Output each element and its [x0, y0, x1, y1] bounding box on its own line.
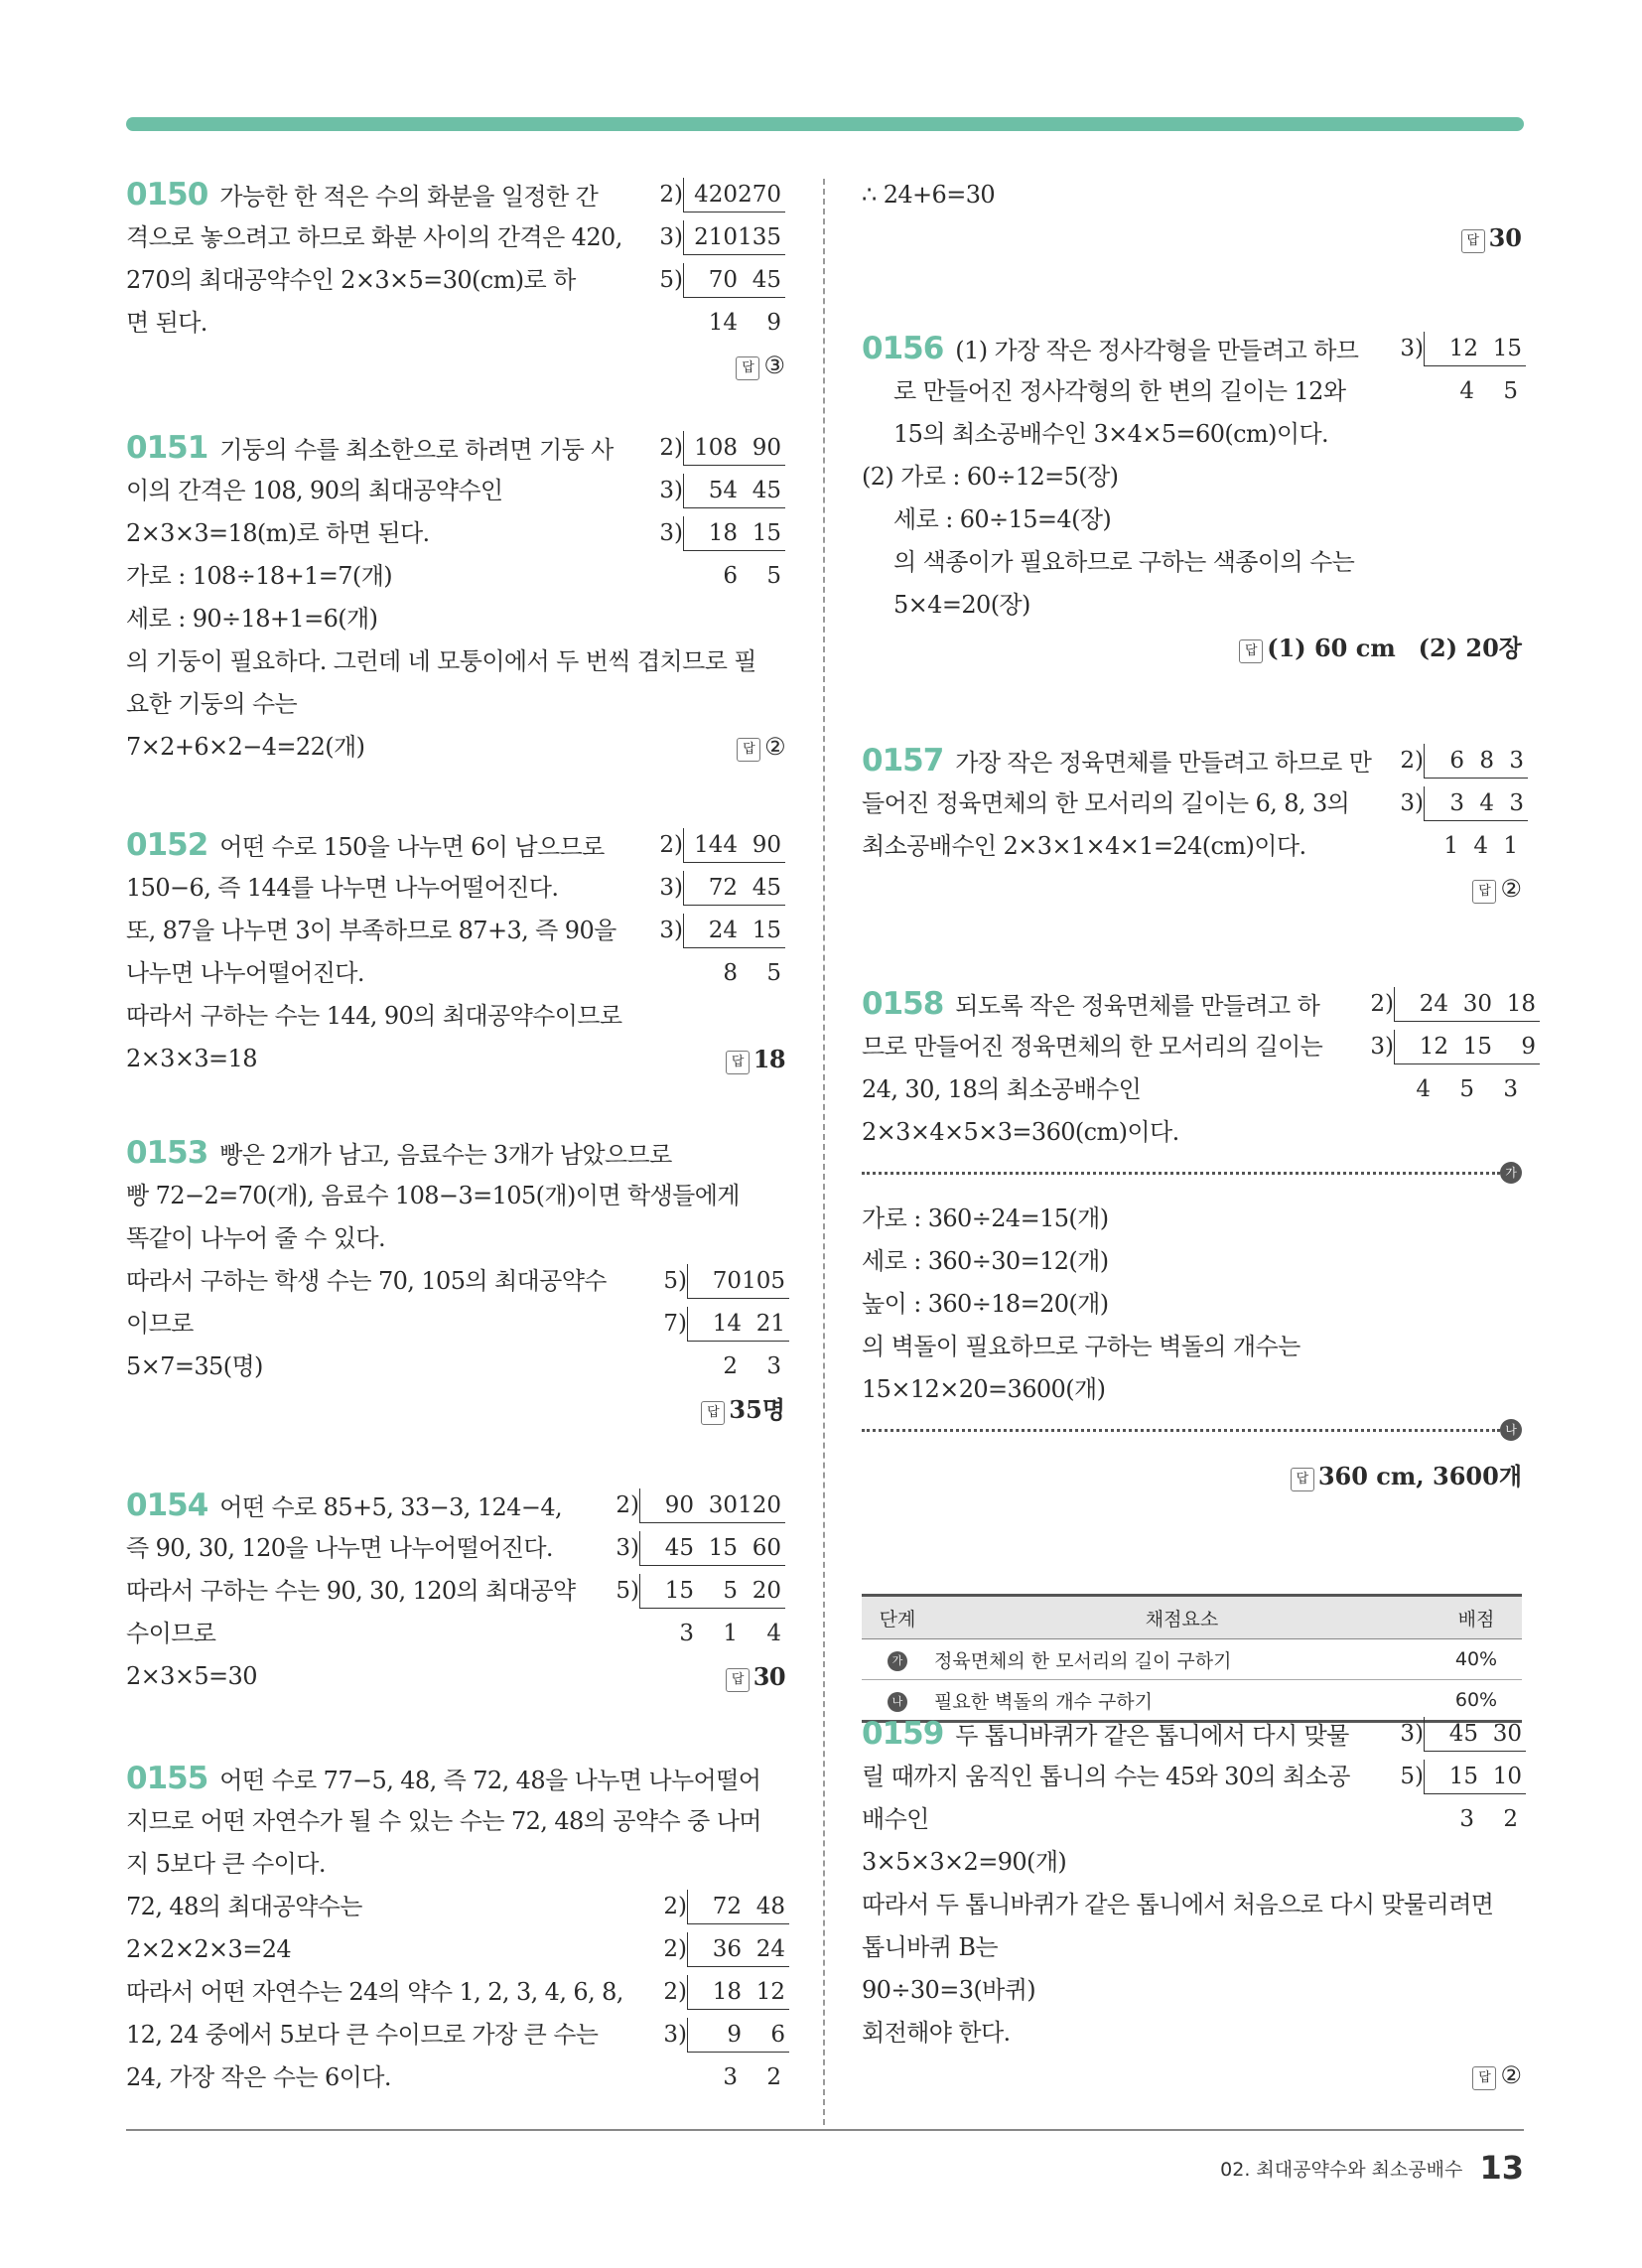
solution-line: 2×3×5=30 답 30 [126, 1655, 785, 1698]
answer-mark-icon: 답 [726, 1051, 750, 1074]
division-row: 5) 70105 [656, 1260, 785, 1303]
division-row: 7) 14 21 [656, 1303, 785, 1346]
solution-line: 15의 최소공배수인 3×4×5=60(cm)이다. [893, 420, 1329, 448]
solution-line: 72, 48의 최대공약수는 [126, 1893, 362, 1920]
solution-line: 빵 72−2=70(개), 음료수 108−3=105(개)이면 학생들에게 [126, 1182, 740, 1209]
division-row: 1 4 1 [1443, 833, 1518, 859]
answer-mark-icon: 답 [1472, 880, 1496, 904]
answer-mark-icon: 답 [1472, 2066, 1496, 2090]
problem-0153 [126, 1132, 785, 1431]
solution-line: (2) 가로 : 60÷12=5(장) [862, 463, 1119, 491]
solution-line: 따라서 구하는 수는 90, 30, 120의 최대공약 [126, 1577, 576, 1605]
solution-line: 0153 빵은 2개가 남고, 음료수는 3개가 남았으므로 [126, 1135, 672, 1171]
problem-0156 [862, 328, 1522, 669]
solution-line: 최소공배수인 2×3×1×4×1=24(cm)이다. [862, 832, 1306, 860]
problem-number: 0155 [126, 1761, 208, 1796]
problem-number: 0153 [126, 1135, 208, 1171]
step-separator [862, 1154, 1522, 1198]
column-divider [823, 179, 825, 2125]
division-row: 14 9 [708, 310, 781, 336]
solution-line: 로 만들어진 정사각형의 한 변의 길이는 12와 [893, 377, 1346, 405]
page-number: 13 [1479, 2149, 1524, 2187]
solution-line: 지므로 어떤 자연수가 될 수 있는 수는 72, 48의 공약수 중 나머 [126, 1807, 761, 1835]
division-row: 3) 12 15 [1393, 328, 1522, 370]
solution-line: 이의 간격은 108, 90의 최대공약수인 [126, 477, 503, 504]
solution-line: 0157 가장 작은 정육면체를 만들려고 하므로 만 [862, 743, 1372, 779]
division-row: 2) 24 30 18 [1363, 983, 1522, 1026]
problem-0157 [862, 740, 1522, 911]
scoring-table [862, 1594, 1522, 1723]
division-row: 5) 15 10 [1393, 1756, 1522, 1798]
division-ladder [597, 1485, 785, 1655]
division-ladder [656, 1886, 785, 2099]
division-row: 5) 15 5 20 [597, 1570, 785, 1613]
solution-line: 똑같이 나누어 줄 수 있다. [126, 1224, 385, 1252]
problem-0155-continued [862, 174, 1522, 259]
solution-line: 0158 되도록 작은 정육면체를 만들려고 하 [862, 986, 1320, 1022]
solution-line: 2×3×3=18(m)로 하면 된다. [126, 519, 430, 547]
answer: 답 30 [726, 1655, 785, 1698]
solution-line: 릴 때까지 움직인 톱니의 수는 45와 30의 최소공 [862, 1763, 1350, 1790]
table-row: 가 정육면체의 한 모서리의 길이 구하기 40% [862, 1639, 1522, 1680]
answer: 답 360 cm, 3600개 [862, 1455, 1522, 1497]
division-row: 3) 18 15 [626, 512, 785, 555]
division-row: 2) 144 90 [626, 824, 785, 867]
division-row: 4 5 [1459, 378, 1518, 404]
division-row: 3 2 [1459, 1806, 1518, 1832]
division-ladder [626, 174, 785, 345]
solution-line: 들어진 정육면체의 한 모서리의 길이는 6, 8, 3의 [862, 789, 1350, 817]
solution-line: 5×7=35(명) [126, 1352, 263, 1380]
solution-line: 면 된다. [126, 309, 207, 337]
solution-line: 요한 기둥의 수는 [126, 690, 298, 718]
division-ladder [626, 427, 785, 598]
answer: 답 35명 [126, 1388, 785, 1431]
solution-line: 가로 : 360÷24=15(개) [862, 1205, 1109, 1232]
division-row: 3 1 4 [679, 1621, 781, 1646]
answer: 답 18 [726, 1038, 785, 1080]
division-row: 3) 24 15 [626, 910, 785, 952]
solution-line: 2×3×3=18 답 18 [126, 1038, 785, 1080]
problem-0155 [126, 1758, 785, 2099]
solution-line: 배수인 [862, 1805, 929, 1833]
solution-line: 의 색종이가 필요하므로 구하는 색종이의 수는 [893, 548, 1355, 576]
solution-line: 또, 87을 나누면 3이 부족하므로 87+3, 즉 90을 [126, 917, 616, 944]
problem-number: 0151 [126, 430, 208, 466]
solution-line: 2×3×4×5×3=360(cm)이다. [862, 1118, 1179, 1146]
division-row: 3) 12 15 9 [1363, 1026, 1522, 1068]
solution-line: 가로 : 108÷18+1=7(개) [126, 562, 393, 590]
solution-line: 세로 : 60÷15=4(장) [893, 505, 1112, 533]
problem-number: 0159 [862, 1716, 944, 1752]
solution-line: 회전해야 한다. [862, 2019, 1011, 2047]
answer-mark-icon: 답 [701, 1401, 725, 1425]
answer-mark-icon: 답 [736, 356, 759, 380]
solution-line: 므로 만들어진 정육면체의 한 모서리의 길이는 [862, 1033, 1323, 1061]
solution-line: 270의 최대공약수인 2×3×5=30(cm)로 하 [126, 266, 576, 294]
answer: 답 (1) 60 cm (2) 20장 [862, 627, 1522, 669]
solution-line: 의 벽돌이 필요하므로 구하는 벽돌의 개수는 [862, 1333, 1300, 1360]
answer: 답 ② [737, 726, 785, 769]
answer-mark-icon: 답 [1291, 1468, 1314, 1491]
solution-line: 따라서 구하는 학생 수는 70, 105의 최대공약수 [126, 1267, 607, 1295]
division-row: 2) 36 24 [656, 1928, 785, 1971]
division-ladder [1363, 983, 1536, 1111]
solution-line: 0156 (1) 가장 작은 정사각형을 만들려고 하므 [862, 331, 1359, 366]
solution-line: 0152 어떤 수로 150을 나누면 6이 남으므로 [126, 827, 605, 863]
step-na-icon: 나 [1500, 1419, 1522, 1441]
problem-number: 0158 [862, 986, 944, 1022]
solution-line: 15×12×20=3600(개) [862, 1375, 1106, 1403]
solution-line: 24, 가장 작은 수는 6이다. [126, 2063, 391, 2091]
dotted-rule [862, 1172, 1500, 1175]
division-row: 3) 9 6 [656, 2014, 785, 2056]
answer-mark-icon: 답 [1239, 639, 1263, 663]
solution-line: 7×2+6×2−4=22(개) 답 ② [126, 726, 785, 769]
problem-0159 [862, 1713, 1522, 2097]
division-row: 2) 6 8 3 [1393, 740, 1522, 782]
problem-0152 [126, 824, 785, 1080]
answer-mark-icon: 답 [1461, 229, 1485, 253]
step-ga-icon: 가 [888, 1651, 907, 1671]
answer: 답 ② [862, 2055, 1522, 2097]
solution-line: 24, 30, 18의 최소공배수인 [862, 1075, 1142, 1103]
solution-line: ∴ 24+6=30 [862, 181, 996, 209]
solution-line: 2×2×2×3=24 [126, 1935, 292, 1963]
table-header-row: 단계 채점요소 배점 [862, 1596, 1522, 1639]
answer: 답 ③ [126, 345, 785, 387]
problem-0150 [126, 174, 785, 387]
solution-line: 이므로 [126, 1310, 194, 1338]
problem-number: 0150 [126, 177, 208, 213]
division-ladder [1393, 328, 1522, 413]
solution-line: 12, 24 중에서 5보다 큰 수이므로 가장 큰 수는 [126, 2021, 599, 2049]
division-row: 8 5 [723, 960, 781, 986]
solution-line: 따라서 어떤 자연수는 24의 약수 1, 2, 3, 4, 6, 8, [126, 1978, 623, 2006]
solution-line: 지 5보다 큰 수이다. [126, 1850, 326, 1878]
solution-line: 의 기둥이 필요하다. 그런데 네 모퉁이에서 두 번씩 겹치므로 필 [126, 647, 756, 675]
problem-number: 0157 [862, 743, 944, 779]
division-row: 2) 420270 [626, 174, 785, 216]
chapter-title: 02. 최대공약수와 최소공배수 [1220, 2158, 1463, 2181]
answer: 답 ② [862, 868, 1522, 911]
solution-line: 0150 가능한 한 적은 수의 화분을 일정한 간 [126, 177, 599, 213]
division-ladder [656, 1260, 785, 1388]
step-na-icon: 나 [888, 1692, 907, 1712]
solution-line: 격으로 놓으려고 하므로 화분 사이의 간격은 420, [126, 223, 622, 251]
solution-line: 즉 90, 30, 120을 나누면 나누어떨어진다. [126, 1534, 553, 1562]
page-footer [1220, 2149, 1524, 2187]
problem-0151 [126, 427, 785, 769]
division-row: 3) 54 45 [626, 470, 785, 512]
division-row: 6 5 [723, 563, 781, 589]
solution-line: 0159 두 톱니바퀴가 같은 톱니에서 다시 맞물 [862, 1716, 1349, 1752]
table-row: 나 필요한 벽돌의 개수 구하기 60% [862, 1680, 1522, 1722]
footer-rule [126, 2129, 1524, 2131]
division-row: 3 2 [723, 2064, 781, 2090]
step-ga-icon: 가 [1500, 1162, 1522, 1184]
solution-line: 0151 기둥의 수를 최소한으로 하려면 기둥 사 [126, 430, 614, 466]
solution-line: 톱니바퀴 B는 [862, 1933, 998, 1961]
division-row: 2) 90 30120 [597, 1485, 785, 1527]
division-row: 3) 45 15 60 [597, 1527, 785, 1570]
problem-number: 0152 [126, 827, 208, 863]
solution-line: 세로 : 90÷18+1=6(개) [126, 605, 378, 633]
top-accent-bar [126, 117, 1524, 131]
division-row: 3) 3 4 3 [1393, 782, 1522, 825]
division-ladder [1393, 740, 1522, 868]
division-row: 2) 18 12 [656, 1971, 785, 2014]
division-row: 3) 210135 [626, 216, 785, 259]
solution-line: 90÷30=3(바퀴) [862, 1976, 1036, 2004]
division-row: 2 3 [723, 1353, 781, 1379]
division-ladder [626, 824, 785, 995]
division-row: 3) 72 45 [626, 867, 785, 910]
division-row: 4 5 3 [1416, 1076, 1518, 1102]
division-row: 5) 70 45 [626, 259, 785, 302]
answer: 답 30 [862, 216, 1522, 259]
problem-0158 [862, 983, 1536, 1713]
answer-mark-icon: 답 [726, 1668, 750, 1692]
division-row: 2) 108 90 [626, 427, 785, 470]
solution-line: 0155 어떤 수로 77−5, 48, 즉 72, 48을 나누면 나누어떨어 [126, 1761, 761, 1796]
solution-line: 3×5×3×2=90(개) [862, 1848, 1067, 1876]
solution-line: 따라서 두 톱니바퀴가 같은 톱니에서 처음으로 다시 맞물리려면 [862, 1891, 1494, 1918]
solution-line: 5×4=20(장) [893, 591, 1030, 619]
dotted-rule [862, 1429, 1500, 1432]
solution-line: 150−6, 즉 144를 나누면 나누어떨어진다. [126, 874, 559, 902]
division-row: 2) 72 48 [656, 1886, 785, 1928]
solution-line: 나누면 나누어떨어진다. [126, 959, 364, 987]
problem-number: 0154 [126, 1488, 208, 1523]
division-ladder [1393, 1713, 1522, 1841]
step-separator [862, 1411, 1522, 1455]
solution-line: 0154 어떤 수로 85+5, 33−3, 124−4, [126, 1488, 563, 1523]
problem-number: 0156 [862, 331, 944, 366]
problem-0154 [126, 1485, 785, 1698]
solution-line: 세로 : 360÷30=12(개) [862, 1247, 1109, 1275]
answer-mark-icon: 답 [737, 738, 760, 762]
solution-line: 높이 : 360÷18=20(개) [862, 1290, 1109, 1318]
solution-line: 수이므로 [126, 1620, 216, 1647]
division-row: 3) 45 30 [1393, 1713, 1522, 1756]
solution-line: 따라서 구하는 수는 144, 90의 최대공약수이므로 [126, 1002, 622, 1030]
